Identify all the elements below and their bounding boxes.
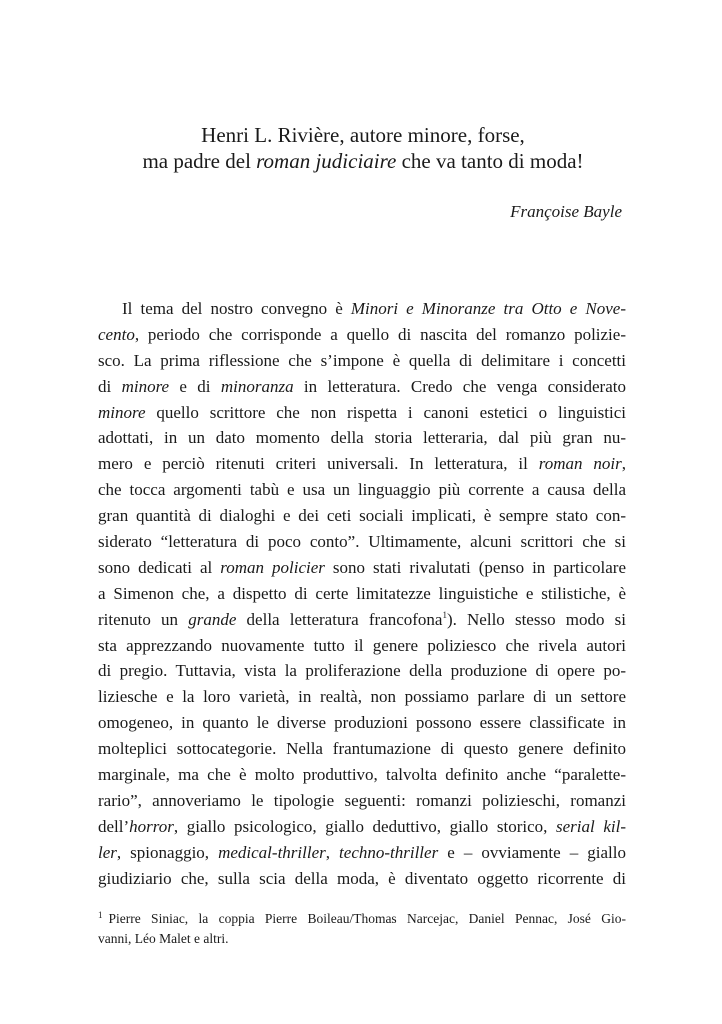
body-text-segment: gran quantità di dialoghi e dei ceti sociali implicati, è sempre stato con- (98, 506, 626, 526)
body-text-segment: , (325, 842, 340, 862)
body-line (98, 425, 626, 451)
article-author: Françoise Bayle (510, 202, 622, 221)
body-line (98, 710, 626, 736)
body-text-segment: in letteratura. Credo che venga considerato (293, 376, 626, 396)
body-text-segment: e – ovviamente – giallo (438, 842, 626, 862)
footnote-marker: 1 (98, 910, 103, 920)
italic-term: minore (98, 402, 146, 422)
footnote-line-1 (98, 905, 626, 929)
italic-term: techno-thriller (339, 842, 439, 862)
italic-term: medical-thriller (218, 842, 326, 862)
body-paragraph (98, 296, 626, 891)
italic-term: roman policier (220, 557, 325, 577)
italic-term: horror (129, 816, 174, 836)
body-line (98, 762, 626, 788)
body-line (98, 503, 626, 529)
footnote-line-2: vanni, Léo Malet e altri. (98, 931, 229, 946)
italic-term: minoranza (220, 376, 294, 396)
body-text-segment: giudiziario che, sulla scia della moda, è diventato oggetto ricorrente di (98, 868, 626, 888)
body-text-segment: ritenuto un (98, 609, 189, 629)
body-text-segment: , giallo psicologico, giallo deduttivo, giallo storico, (173, 816, 557, 836)
article-title-line-2 (70, 148, 656, 174)
body-text-segment: molteplici sottocategorie. Nella frantumazione di questo genere definito (98, 739, 626, 759)
body-line (98, 555, 626, 581)
italic-term: ler (98, 842, 117, 862)
body-line (98, 296, 626, 322)
body-text-segment: e di (169, 376, 221, 396)
body-line (98, 348, 626, 374)
body-text-segment: a Simenon che, a dispetto di certe limitatezze linguistiche e stilistiche, è (98, 583, 626, 603)
italic-term: roman noir (538, 454, 622, 474)
body-line (98, 322, 626, 348)
body-text-segment: , spionaggio, (116, 842, 219, 862)
title-italic-term: roman judiciaire (256, 149, 397, 173)
body-text-segment: di pregio. Tuttavia, vista la proliferazione della produzione di opere po- (98, 661, 626, 681)
body-text-segment: adottati, in un dato momento della storia letteraria, dal più gran nu- (98, 428, 626, 448)
body-text-segment: rario”, annoveriamo le tipologie seguenti: romanzi polizieschi, romanzi (98, 790, 626, 810)
italic-term: serial kil- (556, 816, 626, 836)
body-line (98, 736, 626, 762)
body-text-segment: , (621, 454, 626, 474)
body-line (98, 477, 626, 503)
body-line (98, 633, 626, 659)
body-text-segment: sono stati rivalutati (penso in particolare (324, 557, 626, 577)
body-line (98, 400, 626, 426)
body-line (98, 529, 626, 555)
body-text-segment: mero e perciò ritenuti criteri universali. In letteratura, il (98, 454, 539, 474)
italic-term: cento (98, 324, 135, 344)
italic-term: grande (188, 609, 237, 629)
body-text-segment: omogeneo, in quanto le diverse produzioni possono essere classificate in (98, 713, 626, 733)
body-line (98, 788, 626, 814)
body-text-segment: della letteratura francofona (236, 609, 443, 629)
body-line (98, 451, 626, 477)
body-line (98, 684, 626, 710)
body-text-segment: liziesche e la loro varietà, in realtà, non possiamo parlare di un settore (98, 687, 626, 707)
body-line (98, 814, 626, 840)
footnote (98, 905, 626, 949)
body-line (98, 374, 626, 400)
body-text-segment: siderato “letteratura di poco conto”. Ultimamente, alcuni scrittori che si (98, 532, 626, 552)
body-text-segment: sco. La prima riflessione che s’impone è quella di delimitare i concetti (98, 350, 626, 370)
body-text-segment: di (98, 376, 122, 396)
footnote-reference: 1 (442, 609, 447, 620)
article-title-line-1: Henri L. Rivière, autore minore, forse, (201, 123, 525, 147)
body-text-segment: sta apprezzando nuovamente tutto il genere poliziesco che rivela autori (98, 635, 626, 655)
body-text-segment: sono dedicati al (98, 557, 221, 577)
body-line (98, 658, 626, 684)
title-text: che va tanto di moda! (396, 149, 584, 173)
italic-term: Minori e Minoranze tra Otto e Nove- (350, 299, 626, 318)
title-text: ma padre del (142, 149, 257, 173)
italic-term: minore (121, 376, 170, 396)
body-text-segment: Il tema del nostro convegno è (122, 299, 351, 318)
body-line (98, 607, 626, 633)
body-text-segment: , periodo che corrisponde a quello di nascita del romanzo polizie- (134, 324, 626, 344)
body-line (98, 840, 626, 866)
footnote-text: Pierre Siniac, la coppia Pierre Boileau/Thomas Narcejac, Daniel Pennac, José Gio- (108, 911, 626, 926)
body-text-segment: che tocca argomenti tabù e usa un linguaggio più corrente a causa della (98, 480, 626, 500)
body-text-segment: marginale, ma che è molto produttivo, talvolta definito anche “paralette- (98, 765, 626, 785)
body-text-segment: quello scrittore che non rispetta i canoni estetici o linguistici (145, 402, 626, 422)
body-line (98, 581, 626, 607)
body-line (98, 866, 626, 892)
body-text-segment: ). Nello stesso modo si (446, 609, 626, 629)
body-text-segment: dell’ (98, 816, 130, 836)
